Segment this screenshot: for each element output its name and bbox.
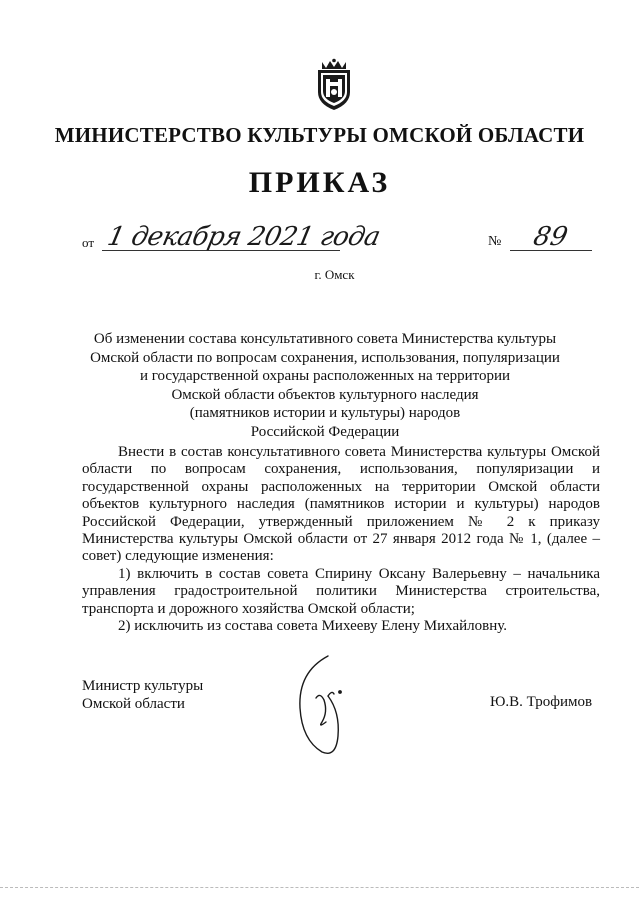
number-prefix: № — [488, 234, 502, 249]
coat-of-arms-icon — [314, 58, 354, 112]
handwritten-number: 89 — [530, 222, 571, 252]
date-number-row — [82, 224, 602, 254]
subject-line: Омской области по вопросам сохранения, использования, популяризации — [90, 349, 560, 366]
body-paragraph: Внести в состав консультативного совета Министерства культуры Омской области по вопросам сохранения, использования, популяризации и государственной охраны расположенных на территории Омской области объектов культурного наследия (памятников истории и культуры) народов Российской Федерации, утвержденный приложением № 2 к приказу Министерства культуры Омской области от 27 января 2012 года № 1, (далее – совет) следующие изменения: — [82, 444, 600, 565]
handwritten-signature — [288, 652, 368, 756]
document-type: ПРИКАЗ — [248, 166, 391, 199]
subject-line: Российской Федерации — [250, 423, 400, 440]
ministry-name: МИНИСТЕРСТВО КУЛЬТУРЫ ОМСКОЙ ОБЛАСТИ — [54, 123, 585, 147]
subject-line: (памятников истории и культуры) народов — [189, 405, 461, 421]
page-bottom-rule — [0, 887, 639, 888]
body-paragraph: 1) включить в состав совета Спирину Оксану Валерьевну – начальника управления градостроительной политики Министерства строительства, транспорта и дорожного хозяйства Омской области; — [82, 565, 600, 617]
subject-line: Омской области объектов культурного наследия — [171, 386, 479, 403]
signer-name: Ю.В. Трофимов — [490, 694, 593, 710]
signer-position-line: Министр культуры — [82, 678, 204, 694]
body-paragraph: 2) исключить из состава совета Михееву Елену Михайловну. — [118, 618, 507, 635]
subject-line: Об изменении состава консультативного совета Министерства культуры — [93, 331, 557, 347]
order-body — [82, 444, 600, 635]
subject-line: и государственной охраны расположенных на территории — [139, 368, 511, 384]
date-prefix: от — [82, 235, 95, 250]
signer-position-line: Омской области — [82, 696, 185, 712]
city: г. Омск — [314, 267, 355, 282]
order-subject — [90, 330, 560, 441]
signer-position — [82, 677, 203, 713]
handwritten-date: 1 декабря 2021 года — [104, 222, 383, 252]
